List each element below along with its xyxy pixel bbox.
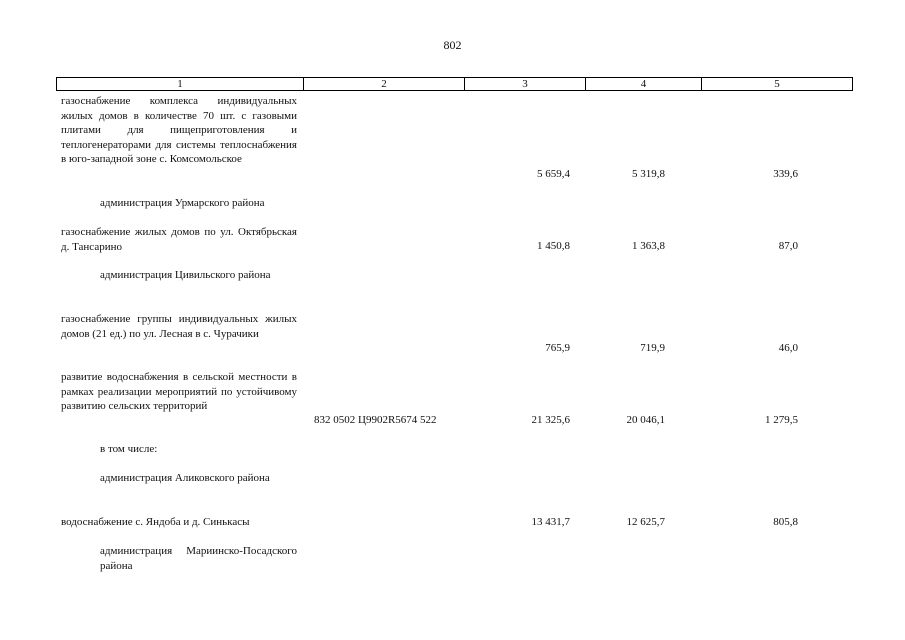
row-description: газоснабжение группы индивидуальных жилых домов (21 ед.) по ул. Лесная в с. Чурачики (61, 313, 297, 340)
row-description: администрация Урмарского района (100, 197, 265, 209)
value-col3: 1 450,8 (537, 240, 570, 252)
row-description: администрация Мариинско-Посадского района (100, 545, 297, 572)
column-header-5: 5 (774, 78, 780, 90)
value-col3: 5 659,4 (537, 168, 570, 180)
column-header-2: 2 (304, 78, 465, 90)
value-col5: 46,0 (778, 342, 798, 354)
value-col5: 1 279,5 (765, 414, 798, 426)
value-col5: 805,8 (773, 516, 798, 528)
page-number: 802 (443, 38, 462, 52)
row-description: администрация Аликовского района (100, 472, 270, 484)
row-description: газоснабжение комплекса индивидуальных жилых домов в количестве 70 шт. с газовыми плитами для пищеприготовления и теплогенераторами для системы теплоснабжения в юго-западной зоне с. Комсомольское (61, 95, 297, 165)
column-header-1: 1 (57, 78, 304, 90)
budget-code: 832 0502 Ц9902R5674 522 (314, 414, 437, 426)
value-col3: 765,9 (545, 342, 570, 354)
column-header-3: 3 (465, 78, 586, 90)
value-col4: 719,9 (640, 342, 665, 354)
row-description: газоснабжение жилых домов по ул. Октябрьская д. Тансарино (61, 226, 297, 253)
row-description: водоснабжение с. Яндоба и д. Синькасы (61, 516, 250, 528)
value-col4: 20 046,1 (626, 414, 665, 426)
value-col3: 21 325,6 (531, 414, 570, 426)
value-col4: 5 319,8 (632, 168, 665, 180)
value-col3: 13 431,7 (531, 516, 570, 528)
value-col5: 87,0 (778, 240, 798, 252)
table-header (56, 77, 853, 91)
row-description: развитие водоснабжения в сельской местности в рамках реализации мероприятий по устойчивому развитию сельских территорий (61, 371, 297, 412)
column-header-4: 4 (586, 78, 702, 90)
value-col5: 339,6 (773, 168, 798, 180)
value-col4: 1 363,8 (632, 240, 665, 252)
row-description: администрация Цивильского района (100, 269, 271, 281)
row-description: в том числе: (100, 443, 158, 455)
value-col4: 12 625,7 (626, 516, 665, 528)
